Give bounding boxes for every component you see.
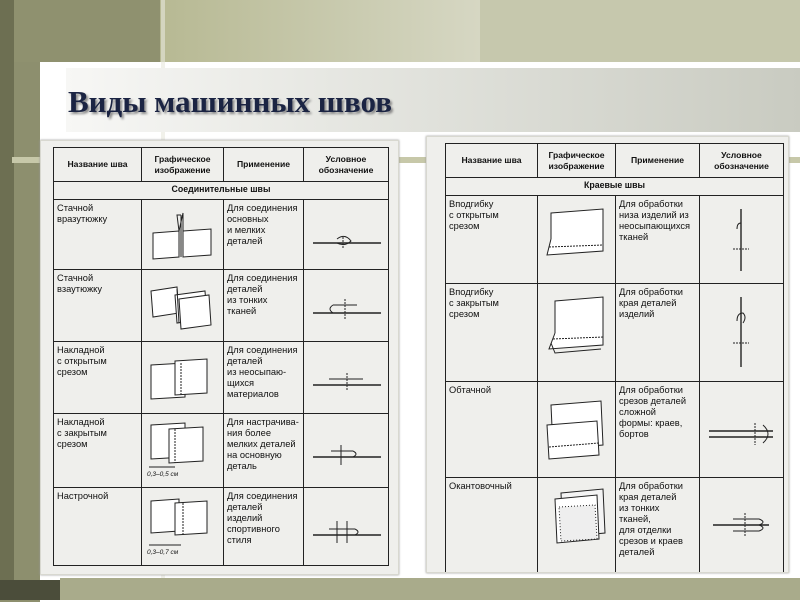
seam-name: Обтачной — [446, 382, 538, 478]
seam-name: Стачной взаутюжку — [54, 270, 142, 342]
header-band-dark — [0, 0, 160, 62]
seam-symbol-icon — [703, 199, 779, 277]
header-band-mid — [160, 0, 480, 62]
seam-name: Стачной вразутюжку — [54, 200, 142, 270]
seam-symbol-icon — [703, 481, 779, 567]
seam-symbol-icon — [307, 203, 385, 263]
seam-usage: Для обработки края деталей из тонких тканей, для отделки срезов и краев деталей — [616, 478, 700, 574]
seam-usage: Для настрачива- ния более мелких деталей на основную деталь — [224, 414, 304, 488]
seam-drawing — [538, 478, 616, 574]
seam-symbol-icon — [703, 385, 779, 471]
seam-symbol — [304, 342, 389, 414]
column-header: Условное обозначение — [304, 148, 389, 182]
seam-symbol — [700, 196, 784, 284]
seam-drawing — [142, 200, 224, 270]
seam-drawing — [538, 284, 616, 382]
footer-band — [60, 578, 800, 600]
seam-drawing-icon — [145, 345, 219, 407]
column-header: Графическое изображение — [538, 144, 616, 178]
seam-symbol-icon — [703, 287, 779, 375]
left-strip-dark — [0, 0, 14, 600]
seam-drawing-icon — [145, 273, 219, 335]
seam-drawing-icon — [541, 287, 611, 375]
seam-name: Накладной с закрытым срезом — [54, 414, 142, 488]
seam-drawing — [142, 342, 224, 414]
seam-name: Вподгибку с открытым срезом — [446, 196, 538, 284]
column-header: Условное обозначение — [700, 144, 784, 178]
seam-drawing — [538, 382, 616, 478]
section-title: Соединительные швы — [54, 182, 389, 200]
seam-symbol-icon — [307, 273, 385, 335]
seam-drawing-icon — [541, 199, 611, 277]
column-header: Применение — [224, 148, 304, 182]
seam-usage: Для соединения деталей из тонких тканей — [224, 270, 304, 342]
footer-band-dark — [0, 580, 60, 600]
seam-drawing — [142, 488, 224, 566]
seam-symbol — [700, 382, 784, 478]
left-seam-table — [53, 147, 389, 566]
seam-usage: Для соединения деталей из неосыпаю- щихся материалов — [224, 342, 304, 414]
section-title: Краевые швы — [446, 178, 784, 196]
slide-title: Виды машинных швов — [68, 84, 392, 119]
seam-symbol-icon — [307, 417, 385, 479]
seam-symbol — [304, 270, 389, 342]
column-header: Применение — [616, 144, 700, 178]
seam-symbol — [304, 414, 389, 488]
header-band — [0, 0, 800, 62]
right-seam-table — [445, 143, 784, 573]
seam-dimension: 0,3–0,7 см — [147, 549, 179, 556]
seam-symbol — [700, 478, 784, 574]
seam-name: Настрочной — [54, 488, 142, 566]
seam-dimension: 0,3–0,5 см — [147, 471, 179, 478]
column-header: Графическое изображение — [142, 148, 224, 182]
right-scan-image — [426, 136, 789, 573]
seam-usage: Для обработки срезов деталей сложной формы: краев, бортов — [616, 382, 700, 478]
seam-usage: Для обработки края деталей изделий — [616, 284, 700, 382]
column-header: Название шва — [54, 148, 142, 182]
seam-drawing — [538, 196, 616, 284]
seam-drawing — [142, 270, 224, 342]
seam-symbol — [304, 200, 389, 270]
seam-drawing-icon — [541, 481, 611, 567]
left-scan-image — [40, 140, 399, 575]
seam-symbol — [700, 284, 784, 382]
seam-usage: Для соединения деталей изделий спортивного стиля — [224, 488, 304, 566]
seam-usage: Для обработки низа изделий из неосыпающихся тканей — [616, 196, 700, 284]
seam-drawing-icon — [541, 385, 611, 471]
seam-name: Вподгибку с закрытым срезом — [446, 284, 538, 382]
seam-name: Накладной с открытым срезом — [54, 342, 142, 414]
seam-symbol-icon — [307, 491, 385, 557]
seam-symbol — [304, 488, 389, 566]
seam-drawing — [142, 414, 224, 488]
seam-name: Окантовочный — [446, 478, 538, 574]
seam-symbol-icon — [307, 345, 385, 407]
column-header: Название шва — [446, 144, 538, 178]
seam-drawing-icon — [145, 203, 219, 263]
seam-usage: Для соединения основных и мелких деталей — [224, 200, 304, 270]
